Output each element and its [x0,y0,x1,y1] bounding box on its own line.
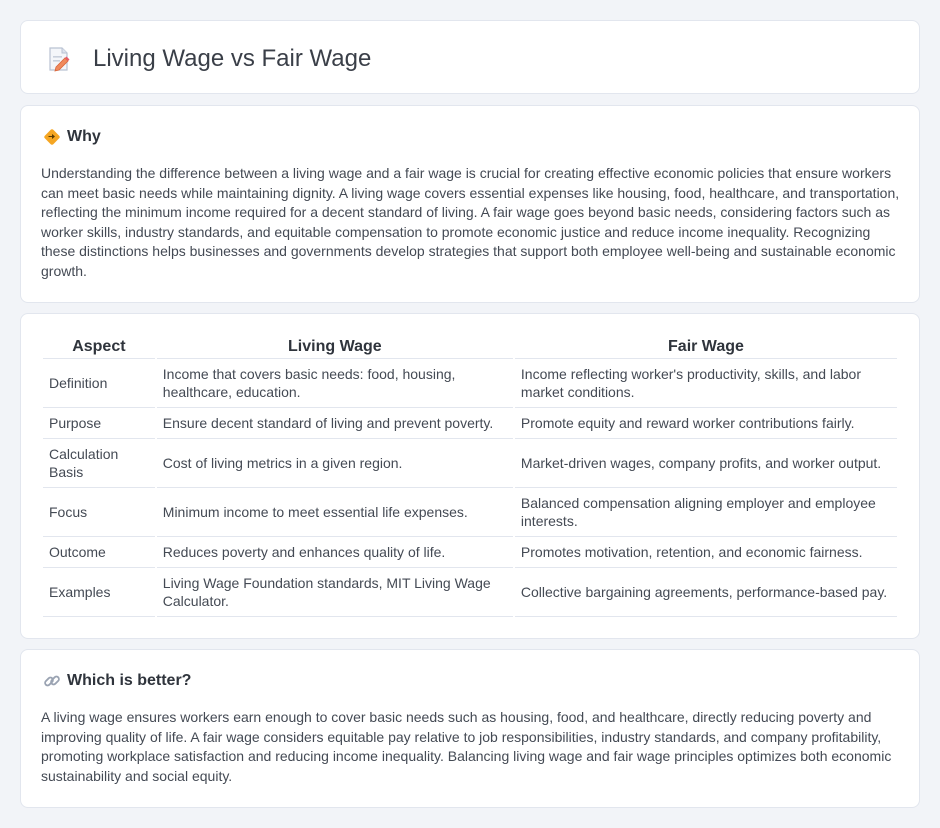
header-aspect: Aspect [43,334,155,359]
table-row [43,488,897,537]
table-row [43,439,897,488]
table-header-row [43,334,897,359]
comparison-section [20,313,920,639]
header-fair-wage: Fair Wage [515,334,897,359]
cell-living: Cost of living metrics in a given region. [157,439,513,488]
which-is-better-section [20,649,920,808]
cell-living: Reduces poverty and enhances quality of life. [157,537,513,568]
cell-aspect: Examples [43,568,155,617]
title-row [47,45,371,73]
diamond-signpost-icon [43,128,61,146]
why-title: Why [67,128,101,145]
cell-living: Living Wage Foundation standards, MIT Living Wage Calculator. [157,568,513,617]
cell-aspect: Purpose [43,408,155,439]
cell-living: Minimum income to meet essential life expenses. [157,488,513,537]
why-heading [43,128,101,146]
title-card [20,20,920,94]
cell-fair: Collective bargaining agreements, performance-based pay. [515,568,897,617]
cell-living: Ensure decent standard of living and prevent poverty. [157,408,513,439]
why-body: Understanding the difference between a living wage and a fair wage is crucial for creating effective economic policies that ensure workers can meet basic needs while maintaining dignity. A living wage covers essential expenses like housing, food, healthcare, and transportation, reflecting the minimum income required for a decent standard of living. A fair wage goes beyond basic needs, considering factors such as worker skills, industry standards, and equitable compensation to promote economic justice and reduce income inequality. Recognizing these distinctions helps businesses and governments develop strategies that support both employee well-being and sustainable economic growth. [41,165,900,279]
table-row [43,568,897,617]
cell-aspect: Calculation Basis [43,439,155,488]
cell-aspect: Focus [43,488,155,537]
page-title: Living Wage vs Fair Wage [93,45,372,72]
table-row [43,537,897,568]
cell-fair: Income reflecting worker's productivity, skills, and labor market conditions. [515,359,897,408]
document-pencil-icon [47,46,71,72]
better-body: A living wage ensures workers earn enough to cover basic needs such as housing, food, and healthcare, directly reducing poverty and improving quality of life. A fair wage considers equitable pay relative to job responsibilities, industry standards, and company profitability, promoting workplace satisfaction and reducing income inequality. Balancing living wage and fair wage principles optimizes both economic sustainability and social equity. [41,709,892,784]
cell-fair: Balanced compensation aligning employer and employee interests. [515,488,897,537]
comparison-table [41,334,899,617]
table-row [43,359,897,408]
header-living-wage: Living Wage [157,334,513,359]
table-row [43,408,897,439]
better-title: Which is better? [67,672,192,689]
better-heading [43,672,191,690]
cell-aspect: Definition [43,359,155,408]
cell-fair: Promote equity and reward worker contributions fairly. [515,408,897,439]
cell-living: Income that covers basic needs: food, housing, healthcare, education. [157,359,513,408]
link-icon [43,672,61,690]
cell-fair: Promotes motivation, retention, and economic fairness. [515,537,897,568]
why-section [20,105,920,303]
cell-fair: Market-driven wages, company profits, and worker output. [515,439,897,488]
cell-aspect: Outcome [43,537,155,568]
